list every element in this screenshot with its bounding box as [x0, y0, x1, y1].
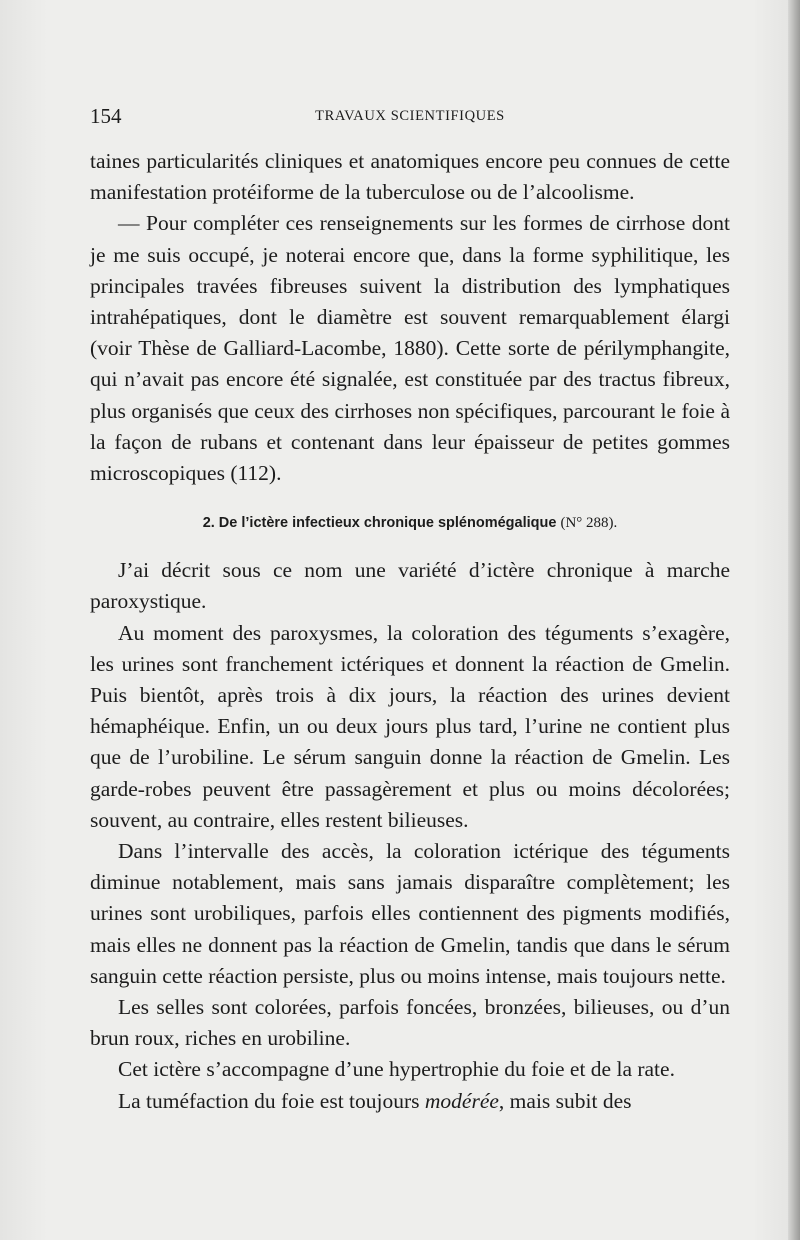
paragraph-8-start: La tuméfaction du foie est toujours — [118, 1088, 425, 1113]
page-number: 154 — [90, 104, 122, 128]
paragraph-8-end: , mais subit des — [498, 1088, 632, 1113]
page-edge-shadow — [788, 0, 800, 1240]
paragraph-7: Cet ictère s’accompagne d’une hypertrophie du foie et de la rate. — [118, 1057, 675, 1082]
section-heading-title: 2. De l’ictère infectieux chronique splénomégalique — [202, 515, 557, 532]
page-header — [90, 104, 730, 134]
paragraph-5: Dans l’intervalle des accès, la coloration ictérique des téguments diminue notablement, mais sans jamais disparaître complètement; les urines sont urobiliques, parfois elles contiennent des pigments modifiés, mais elles ne donnent pas la réaction de Gmelin, tandis que dans le sérum sanguin cette réaction persiste, plus ou moins intense, mais toujours nette. — [90, 839, 730, 988]
body-text — [90, 146, 730, 1117]
paragraph-3: J’ai décrit sous ce nom une variété d’ictère chronique à marche paroxystique. — [90, 558, 730, 614]
paragraph-6: Les selles sont colorées, parfois foncées, bronzées, bilieuses, ou d’un brun roux, riches en urobiline. — [90, 995, 730, 1051]
paragraph-2: — Pour compléter ces renseignements sur les formes de cirrhose dont je me suis occupé, je noterai encore que, dans la forme syphilitique, les principales travées fibreuses suivent la distribution des lymphatiques intrahépatiques, dont le diamètre est souvent remarquablement élargi (voir Thèse de Galliard-Lacombe, 1880). Cette sorte de périlymphangite, qui n’avait pas encore été signalée, est constituée par des tractus fibreux, plus organisés que ceux des cirrhoses non spécifiques, parcourant le foie à la façon de rubans et contenant dans leur épaisseur de petites gommes microscopiques (112). — [90, 211, 730, 486]
running-head: TRAVAUX SCIENTIFIQUES — [315, 108, 505, 124]
section-heading — [90, 513, 730, 533]
paragraph-4: Au moment des paroxysmes, la coloration des téguments s’exagère, les urines sont franchement ictériques et donnent la réaction de Gmelin. Puis bientôt, après trois à dix jours, la réaction des urines devient hémaphéique. Enfin, un ou deux jours plus tard, l’urine ne contient plus que de l’urobiline. Le sérum sanguin donne la réaction de Gmelin. Les garde-robes peuvent être passagèrement et plus ou moins décolorées; souvent, au contraire, elles restent bilieuses. — [90, 620, 730, 832]
paragraph-1: taines particularités cliniques et anatomiques encore peu connues de cette manifestation protéiforme de la tuberculose ou de l’alcoolisme. — [90, 149, 730, 205]
section-heading-reference: (N° 288). — [560, 515, 618, 532]
paragraph-8 — [90, 1086, 730, 1117]
paragraph-8-emphasis: modérée — [424, 1088, 499, 1113]
